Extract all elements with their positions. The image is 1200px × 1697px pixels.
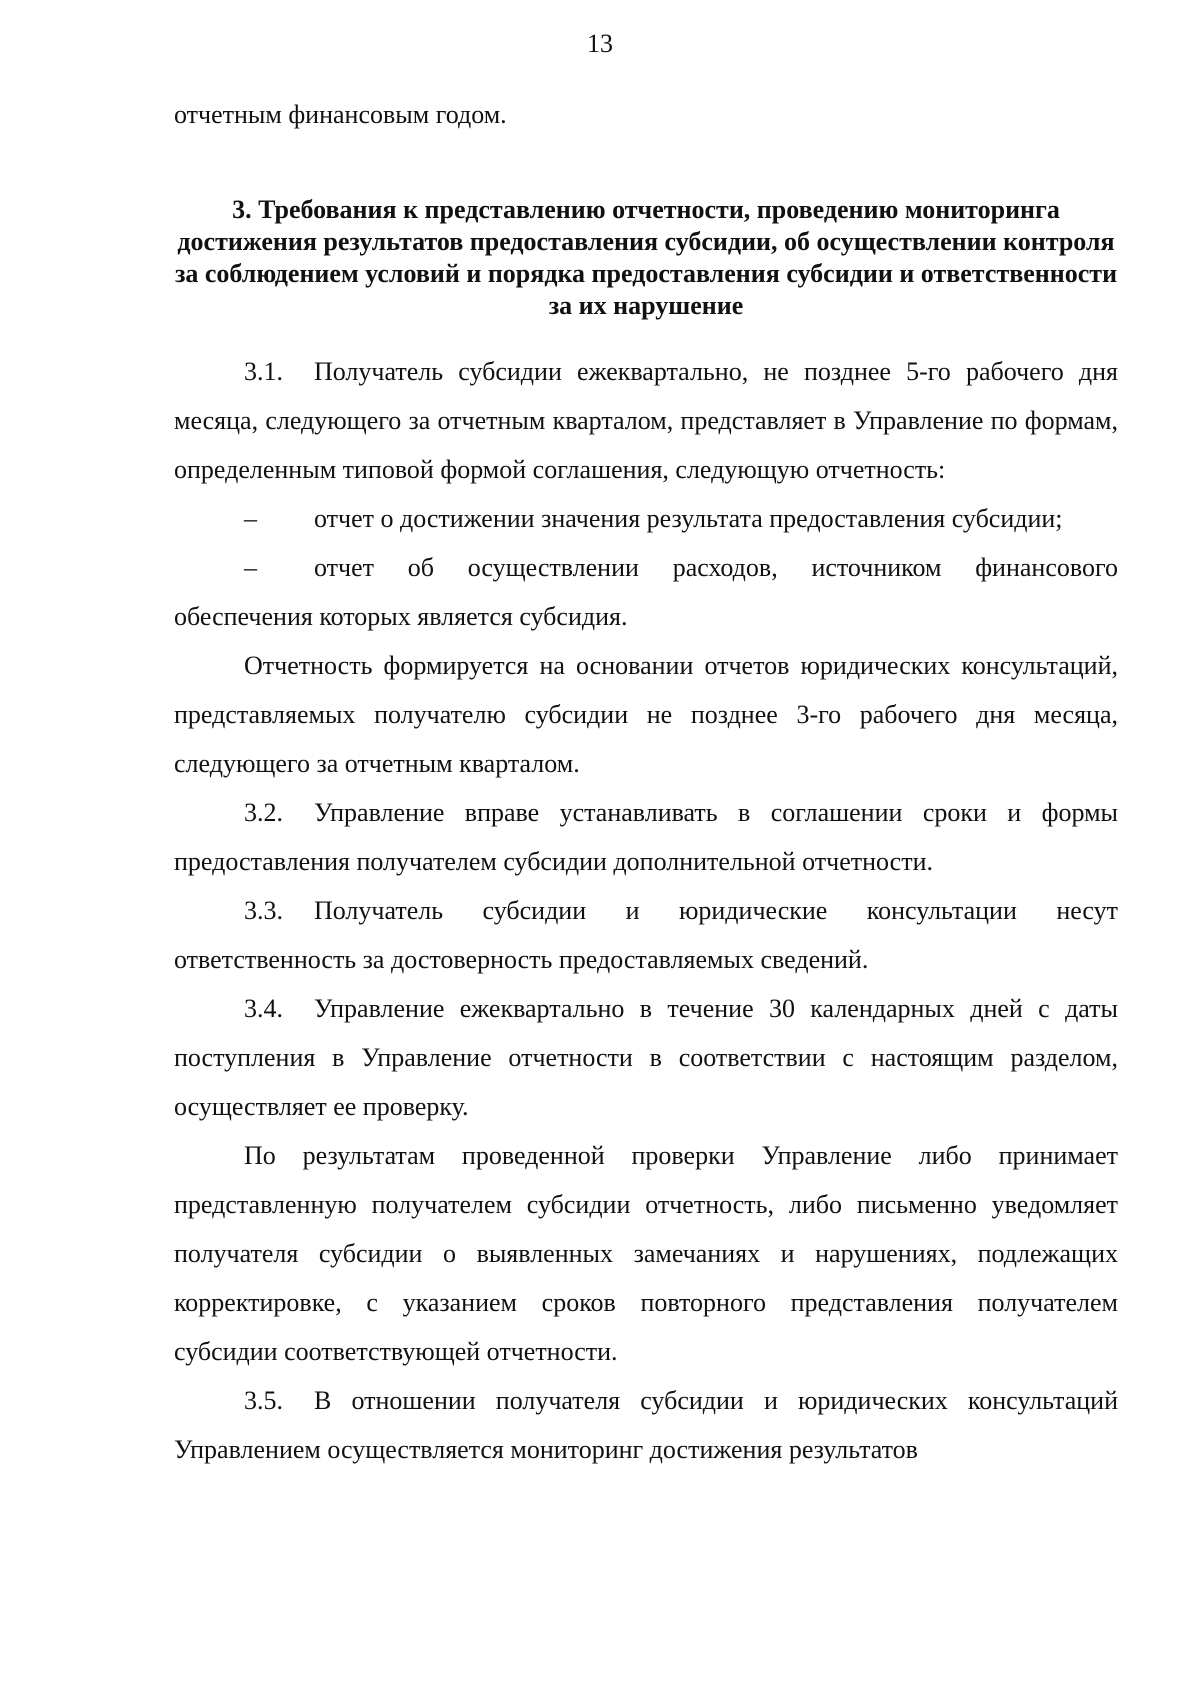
paragraph-3-4 (174, 984, 1118, 1131)
clause-number: 3.1. (244, 357, 283, 386)
clause-text: Получатель субсидии ежеквартально, не позднее 5-го рабочего дня месяца, следующего за отчетным кварталом, представляет в Управление по формам, определенным типовой формой соглашения, следующую отчетность: (174, 357, 1118, 484)
list-item (174, 494, 1118, 543)
clause-number: 3.4. (244, 994, 283, 1023)
clause-text: Управление вправе устанавливать в соглашении сроки и формы предоставления получателем субсидии дополнительной отчетности. (174, 798, 1118, 876)
paragraph-3-5 (174, 1376, 1118, 1474)
dash-bullet: – (244, 504, 257, 533)
page-number: 13 (587, 29, 613, 58)
clause-text: Получатель субсидии и юридические консультации несут ответственность за достоверность предоставляемых сведений. (174, 896, 1118, 974)
clause-number: 3.3. (244, 896, 283, 925)
clause-text: Управление ежеквартально в течение 30 календарных дней с даты поступления в Управление отчетности в соответствии с настоящим разделом, осуществляет ее проверку. (174, 994, 1118, 1121)
dash-bullet: – (244, 553, 257, 582)
clause-number: 3.2. (244, 798, 283, 827)
list-item-text: отчет о достижении значения результата предоставления субсидии; (314, 504, 1063, 533)
clause-number: 3.5. (244, 1386, 283, 1415)
paragraph-3-1 (174, 347, 1118, 494)
document-body (174, 96, 1118, 1474)
paragraph-verification-result: По результатам проведенной проверки Управление либо принимает представленную получателем субсидии отчетность, либо письменно уведомляет получателя субсидии о выявленных замечаниях и нарушениях, подлежащих корректировке, с указанием сроков повторного представления получателем субсидии соответствующей отчетности. (174, 1141, 1118, 1366)
paragraph-reporting-basis: Отчетность формируется на основании отчетов юридических консультаций, представляемых получателю субсидии не позднее 3-го рабочего дня месяца, следующего за отчетным кварталом. (174, 651, 1118, 778)
section-title: 3. Требования к представлению отчетности, проведению мониторинга достижения результатов предоставления субсидии, об осуществлении контроля за соблюдением условий и порядка предоставления субсидии и ответственности за их нарушение (174, 195, 1118, 320)
paragraph-3-3 (174, 886, 1118, 984)
list-item-text: отчет об осуществлении расходов, источником финансового обеспечения которых является субсидия. (174, 553, 1118, 631)
paragraph-3-2 (174, 788, 1118, 886)
list-item (174, 543, 1118, 641)
clause-text: В отношении получателя субсидии и юридических консультаций Управлением осуществляется мониторинг достижения результатов (174, 1386, 1118, 1464)
carry-over-line: отчетным финансовым годом. (174, 100, 507, 129)
